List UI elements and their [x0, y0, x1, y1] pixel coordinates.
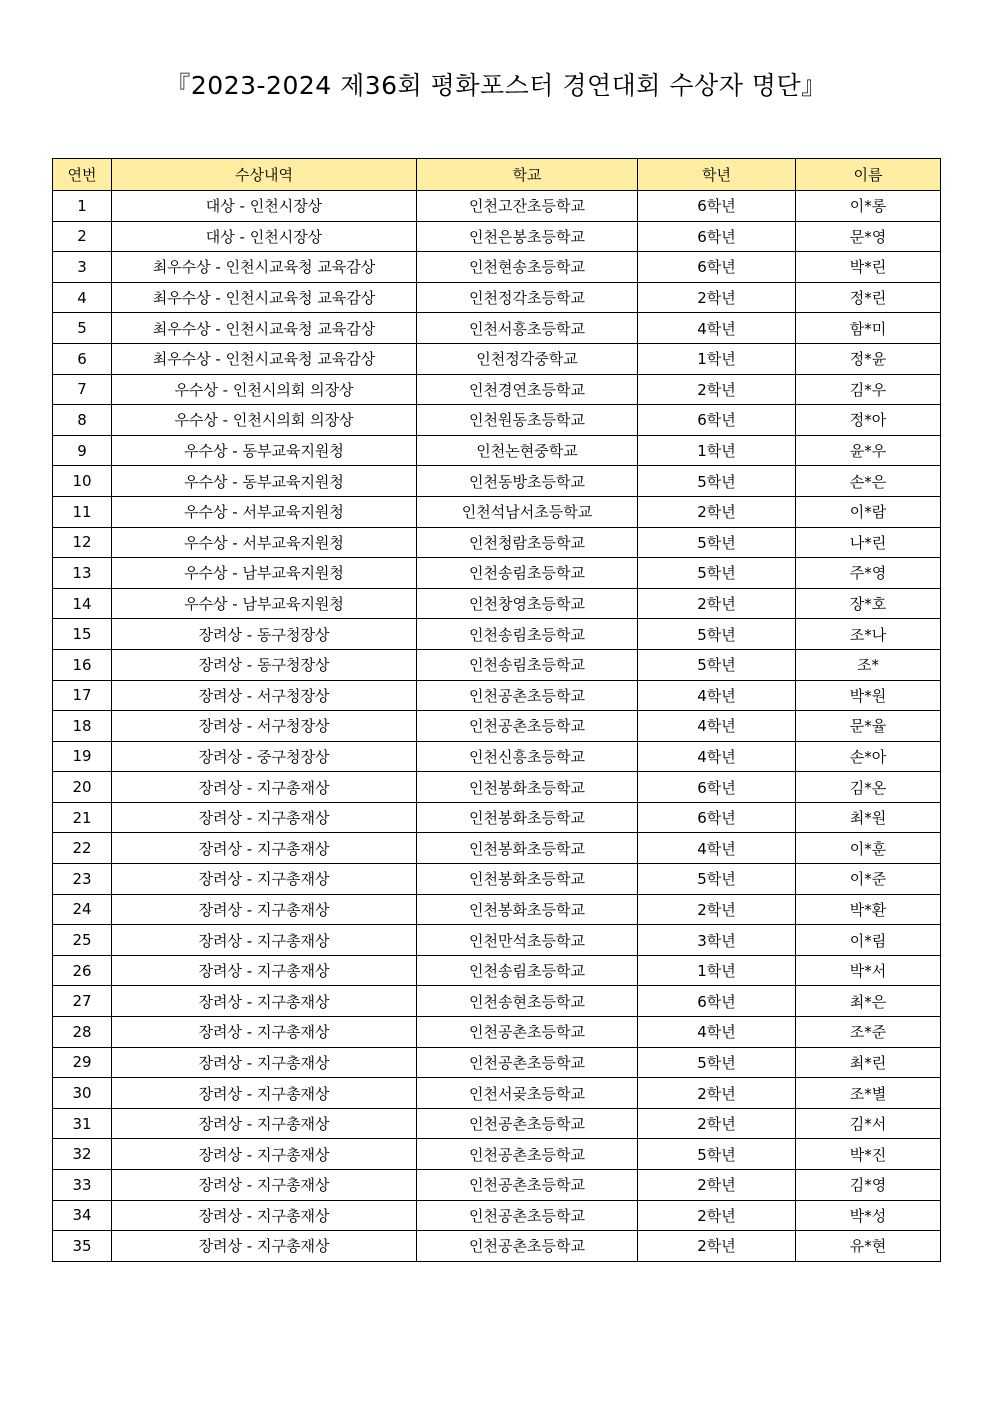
cell-grade: 2학년	[638, 1108, 796, 1139]
cell-school: 인천현송초등학교	[417, 252, 638, 283]
cell-school: 인천공촌초등학교	[417, 1170, 638, 1201]
awardee-table	[52, 158, 941, 1262]
cell-school: 인천공촌초등학교	[417, 1231, 638, 1262]
cell-award: 최우수상 - 인천시교육청 교육감상	[112, 252, 417, 283]
cell-name: 김*영	[796, 1170, 941, 1201]
cell-name: 김*온	[796, 772, 941, 803]
cell-school: 인천공촌초등학교	[417, 1047, 638, 1078]
table-row	[53, 894, 941, 925]
cell-number: 9	[53, 435, 112, 466]
cell-school: 인천공촌초등학교	[417, 1200, 638, 1231]
cell-award: 장려상 - 동구청장상	[112, 619, 417, 650]
cell-number: 27	[53, 986, 112, 1017]
cell-award: 장려상 - 지구총재상	[112, 1139, 417, 1170]
cell-number: 26	[53, 955, 112, 986]
cell-award: 최우수상 - 인천시교육청 교육감상	[112, 313, 417, 344]
cell-name: 주*영	[796, 558, 941, 589]
cell-award: 우수상 - 남부교육지원청	[112, 558, 417, 589]
cell-award: 최우수상 - 인천시교육청 교육감상	[112, 343, 417, 374]
cell-number: 15	[53, 619, 112, 650]
table-row	[53, 282, 941, 313]
cell-award: 장려상 - 지구총재상	[112, 1231, 417, 1262]
cell-school: 인천석남서초등학교	[417, 496, 638, 527]
cell-school: 인천서흥초등학교	[417, 313, 638, 344]
cell-grade: 5학년	[638, 1047, 796, 1078]
cell-number: 21	[53, 802, 112, 833]
cell-school: 인천봉화초등학교	[417, 864, 638, 895]
cell-number: 33	[53, 1170, 112, 1201]
cell-name: 나*린	[796, 527, 941, 558]
cell-name: 박*서	[796, 955, 941, 986]
cell-school: 인천은봉초등학교	[417, 221, 638, 252]
cell-award: 우수상 - 동부교육지원청	[112, 466, 417, 497]
cell-grade: 5학년	[638, 558, 796, 589]
cell-name: 손*은	[796, 466, 941, 497]
table-row	[53, 741, 941, 772]
table-row	[53, 1017, 941, 1048]
cell-number: 19	[53, 741, 112, 772]
cell-name: 박*성	[796, 1200, 941, 1231]
cell-grade: 4학년	[638, 833, 796, 864]
cell-school: 인천경연초등학교	[417, 374, 638, 405]
table-row	[53, 374, 941, 405]
cell-name: 조*나	[796, 619, 941, 650]
cell-award: 장려상 - 지구총재상	[112, 986, 417, 1017]
cell-number: 4	[53, 282, 112, 313]
cell-number: 22	[53, 833, 112, 864]
cell-name: 박*환	[796, 894, 941, 925]
cell-grade: 4학년	[638, 1017, 796, 1048]
cell-grade: 2학년	[638, 1170, 796, 1201]
cell-award: 장려상 - 지구총재상	[112, 802, 417, 833]
cell-school: 인천공촌초등학교	[417, 711, 638, 742]
cell-grade: 2학년	[638, 588, 796, 619]
cell-school: 인천봉화초등학교	[417, 802, 638, 833]
table-row	[53, 466, 941, 497]
cell-name: 함*미	[796, 313, 941, 344]
cell-number: 32	[53, 1139, 112, 1170]
cell-grade: 1학년	[638, 955, 796, 986]
cell-grade: 5학년	[638, 1139, 796, 1170]
cell-award: 우수상 - 서부교육지원청	[112, 527, 417, 558]
cell-award: 장려상 - 지구총재상	[112, 1200, 417, 1231]
table-row	[53, 1078, 941, 1109]
cell-number: 16	[53, 649, 112, 680]
cell-school: 인천봉화초등학교	[417, 894, 638, 925]
cell-grade: 1학년	[638, 435, 796, 466]
cell-award: 장려상 - 지구총재상	[112, 955, 417, 986]
table-row	[53, 986, 941, 1017]
table-body	[53, 191, 941, 1262]
cell-number: 11	[53, 496, 112, 527]
cell-school: 인천신흥초등학교	[417, 741, 638, 772]
cell-number: 5	[53, 313, 112, 344]
cell-grade: 6학년	[638, 802, 796, 833]
cell-number: 29	[53, 1047, 112, 1078]
cell-grade: 5학년	[638, 466, 796, 497]
cell-school: 인천공촌초등학교	[417, 1108, 638, 1139]
cell-name: 이*준	[796, 864, 941, 895]
table-row	[53, 1231, 941, 1262]
table-row	[53, 619, 941, 650]
cell-grade: 6학년	[638, 191, 796, 222]
cell-award: 장려상 - 서구청장상	[112, 680, 417, 711]
cell-name: 박*린	[796, 252, 941, 283]
cell-name: 이*람	[796, 496, 941, 527]
cell-grade: 1학년	[638, 343, 796, 374]
cell-name: 김*서	[796, 1108, 941, 1139]
cell-name: 정*린	[796, 282, 941, 313]
cell-award: 장려상 - 동구청장상	[112, 649, 417, 680]
column-header-name: 이름	[796, 159, 941, 191]
table-row	[53, 527, 941, 558]
cell-school: 인천송현초등학교	[417, 986, 638, 1017]
cell-award: 장려상 - 지구총재상	[112, 772, 417, 803]
cell-name: 박*원	[796, 680, 941, 711]
cell-name: 박*진	[796, 1139, 941, 1170]
cell-school: 인천원동초등학교	[417, 405, 638, 436]
cell-number: 24	[53, 894, 112, 925]
cell-number: 12	[53, 527, 112, 558]
table-row	[53, 1200, 941, 1231]
column-header-grade: 학년	[638, 159, 796, 191]
cell-award: 장려상 - 중구청장상	[112, 741, 417, 772]
table-row	[53, 435, 941, 466]
table-row	[53, 649, 941, 680]
cell-grade: 4학년	[638, 680, 796, 711]
cell-name: 문*영	[796, 221, 941, 252]
cell-grade: 6학년	[638, 405, 796, 436]
cell-number: 31	[53, 1108, 112, 1139]
cell-award: 장려상 - 지구총재상	[112, 864, 417, 895]
cell-number: 18	[53, 711, 112, 742]
cell-number: 14	[53, 588, 112, 619]
cell-school: 인천창영초등학교	[417, 588, 638, 619]
table-row	[53, 1139, 941, 1170]
table-row	[53, 313, 941, 344]
header-row	[53, 159, 941, 191]
cell-award: 우수상 - 인천시의회 의장상	[112, 405, 417, 436]
cell-award: 장려상 - 지구총재상	[112, 1017, 417, 1048]
cell-name: 조*별	[796, 1078, 941, 1109]
cell-name: 문*율	[796, 711, 941, 742]
table-row	[53, 496, 941, 527]
table-row	[53, 711, 941, 742]
cell-number: 3	[53, 252, 112, 283]
cell-award: 장려상 - 지구총재상	[112, 1108, 417, 1139]
table-row	[53, 405, 941, 436]
cell-school: 인천송림초등학교	[417, 558, 638, 589]
cell-school: 인천동방초등학교	[417, 466, 638, 497]
cell-number: 2	[53, 221, 112, 252]
cell-grade: 4학년	[638, 741, 796, 772]
cell-name: 정*아	[796, 405, 941, 436]
cell-award: 장려상 - 지구총재상	[112, 1170, 417, 1201]
cell-number: 23	[53, 864, 112, 895]
cell-grade: 5학년	[638, 864, 796, 895]
cell-school: 인천청람초등학교	[417, 527, 638, 558]
cell-grade: 2학년	[638, 496, 796, 527]
cell-number: 8	[53, 405, 112, 436]
cell-grade: 2학년	[638, 1231, 796, 1262]
cell-award: 우수상 - 남부교육지원청	[112, 588, 417, 619]
cell-school: 인천정각중학교	[417, 343, 638, 374]
cell-grade: 5학년	[638, 527, 796, 558]
cell-grade: 4학년	[638, 313, 796, 344]
cell-award: 장려상 - 지구총재상	[112, 1078, 417, 1109]
cell-grade: 4학년	[638, 711, 796, 742]
table-row	[53, 772, 941, 803]
cell-school: 인천송림초등학교	[417, 955, 638, 986]
table-row	[53, 680, 941, 711]
table-header	[53, 159, 941, 191]
table-row	[53, 925, 941, 956]
table-row	[53, 1047, 941, 1078]
cell-grade: 2학년	[638, 1078, 796, 1109]
cell-award: 대상 - 인천시장상	[112, 221, 417, 252]
cell-name: 윤*우	[796, 435, 941, 466]
cell-award: 장려상 - 지구총재상	[112, 833, 417, 864]
table-row	[53, 252, 941, 283]
cell-grade: 2학년	[638, 1200, 796, 1231]
cell-grade: 3학년	[638, 925, 796, 956]
cell-award: 장려상 - 서구청장상	[112, 711, 417, 742]
cell-award: 우수상 - 동부교육지원청	[112, 435, 417, 466]
cell-school: 인천공촌초등학교	[417, 1139, 638, 1170]
column-header-number: 연번	[53, 159, 112, 191]
cell-number: 17	[53, 680, 112, 711]
cell-number: 7	[53, 374, 112, 405]
cell-name: 이*림	[796, 925, 941, 956]
cell-award: 우수상 - 서부교육지원청	[112, 496, 417, 527]
cell-award: 장려상 - 지구총재상	[112, 894, 417, 925]
cell-school: 인천정각초등학교	[417, 282, 638, 313]
column-header-school: 학교	[417, 159, 638, 191]
cell-number: 10	[53, 466, 112, 497]
cell-grade: 5학년	[638, 619, 796, 650]
cell-school: 인천봉화초등학교	[417, 772, 638, 803]
cell-school: 인천공촌초등학교	[417, 1017, 638, 1048]
cell-school: 인천고잔초등학교	[417, 191, 638, 222]
cell-award: 우수상 - 인천시의회 의장상	[112, 374, 417, 405]
cell-grade: 2학년	[638, 374, 796, 405]
table-row	[53, 558, 941, 589]
page-title: 『2023-2024 제36회 평화포스터 경연대회 수상자 명단』	[165, 71, 827, 100]
cell-number: 28	[53, 1017, 112, 1048]
cell-number: 6	[53, 343, 112, 374]
cell-grade: 6학년	[638, 986, 796, 1017]
cell-grade: 6학년	[638, 772, 796, 803]
column-header-award: 수상내역	[112, 159, 417, 191]
cell-name: 정*윤	[796, 343, 941, 374]
cell-award: 최우수상 - 인천시교육청 교육감상	[112, 282, 417, 313]
cell-name: 조*준	[796, 1017, 941, 1048]
cell-grade: 2학년	[638, 894, 796, 925]
cell-number: 35	[53, 1231, 112, 1262]
cell-number: 20	[53, 772, 112, 803]
cell-name: 손*아	[796, 741, 941, 772]
cell-school: 인천봉화초등학교	[417, 833, 638, 864]
cell-number: 13	[53, 558, 112, 589]
cell-grade: 2학년	[638, 282, 796, 313]
table-row	[53, 343, 941, 374]
cell-school: 인천송림초등학교	[417, 649, 638, 680]
table-row	[53, 221, 941, 252]
cell-name: 이*롱	[796, 191, 941, 222]
table-row	[53, 833, 941, 864]
cell-name: 유*현	[796, 1231, 941, 1262]
cell-award: 장려상 - 지구총재상	[112, 1047, 417, 1078]
cell-award: 대상 - 인천시장상	[112, 191, 417, 222]
cell-school: 인천서곶초등학교	[417, 1078, 638, 1109]
table-row	[53, 588, 941, 619]
cell-name: 조*	[796, 649, 941, 680]
cell-number: 25	[53, 925, 112, 956]
table-row	[53, 864, 941, 895]
cell-school: 인천공촌초등학교	[417, 680, 638, 711]
cell-name: 최*원	[796, 802, 941, 833]
cell-grade: 5학년	[638, 649, 796, 680]
cell-grade: 6학년	[638, 221, 796, 252]
cell-school: 인천논현중학교	[417, 435, 638, 466]
table-row	[53, 1108, 941, 1139]
cell-school: 인천만석초등학교	[417, 925, 638, 956]
cell-number: 30	[53, 1078, 112, 1109]
cell-school: 인천송림초등학교	[417, 619, 638, 650]
table-row	[53, 191, 941, 222]
cell-name: 장*호	[796, 588, 941, 619]
cell-name: 최*은	[796, 986, 941, 1017]
cell-award: 장려상 - 지구총재상	[112, 925, 417, 956]
table-row	[53, 802, 941, 833]
cell-name: 최*린	[796, 1047, 941, 1078]
table-row	[53, 1170, 941, 1201]
table-row	[53, 955, 941, 986]
cell-name: 김*우	[796, 374, 941, 405]
cell-name: 이*훈	[796, 833, 941, 864]
cell-grade: 6학년	[638, 252, 796, 283]
cell-number: 1	[53, 191, 112, 222]
cell-number: 34	[53, 1200, 112, 1231]
